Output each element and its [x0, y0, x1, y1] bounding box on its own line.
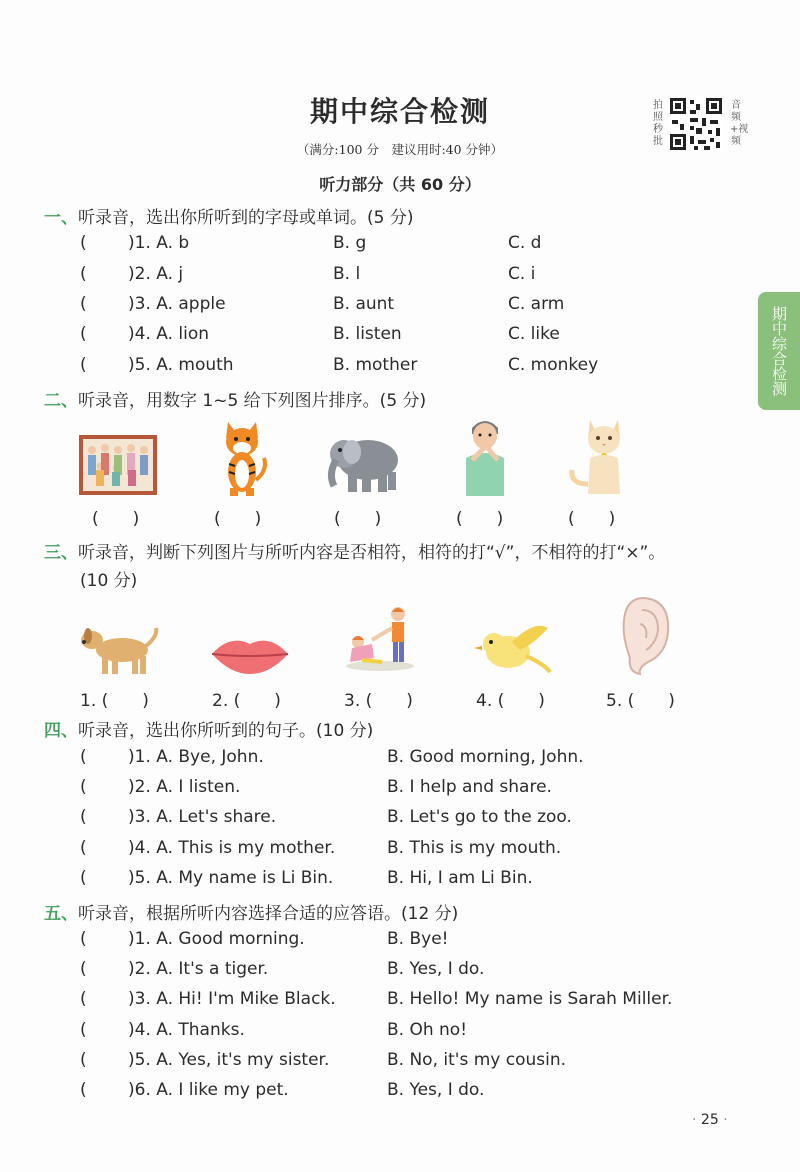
s3-answer-2[interactable]: 2. ( ): [212, 691, 281, 711]
option-a: )4. A. Thanks.: [128, 1020, 245, 1040]
option-b: B. This is my mouth.: [387, 838, 562, 858]
page-number-value: 25: [700, 1112, 719, 1128]
s3-answer-4[interactable]: 4. ( ): [476, 691, 545, 711]
option-a: )2. A. j: [128, 264, 184, 284]
bird-icon: [474, 620, 552, 676]
option-b: B. Good morning, John.: [387, 747, 584, 767]
option-a: )5. A. mouth: [128, 355, 234, 375]
option-c: C. monkey: [508, 355, 599, 375]
family-photo-icon: [78, 434, 158, 496]
section-4-number: 四、: [44, 721, 78, 741]
tiger-icon: [212, 414, 272, 498]
kids-helping-icon: [342, 604, 418, 672]
s2-answer-2[interactable]: ( ): [214, 509, 262, 529]
option-c: C. arm: [508, 294, 565, 314]
qr-block[interactable]: [652, 96, 749, 156]
section-1-text: 听录音，选出你所听到的字母或单词。(5 分): [78, 208, 414, 228]
option-a: )1. A. Bye, John.: [128, 747, 264, 767]
option-a: )3. A. Hi! I'm Mike Black.: [128, 989, 336, 1009]
option-b: B. Yes, I do.: [387, 959, 485, 979]
section-1-number: 一、: [44, 208, 78, 228]
option-a: )1. A. Good morning.: [128, 929, 305, 949]
section-3-number: 三、: [44, 543, 78, 563]
option-b: B. Oh no!: [387, 1020, 468, 1040]
s2-answer-5[interactable]: ( ): [568, 509, 616, 529]
answer-paren[interactable]: (: [80, 324, 87, 344]
section-3-score: (10 分): [80, 571, 138, 591]
section-5-number: 五、: [44, 904, 78, 924]
option-a: )1. A. b: [128, 233, 190, 253]
option-b: B. l: [333, 264, 361, 284]
section-1-title: [44, 203, 413, 228]
qr-code-icon[interactable]: [668, 96, 724, 152]
dot-left: ·: [692, 1112, 697, 1128]
option-a: )5. A. Yes, it's my sister.: [128, 1050, 330, 1070]
option-b: B. g: [333, 233, 367, 253]
answer-paren[interactable]: (: [80, 1020, 87, 1040]
s2-answer-3[interactable]: ( ): [334, 509, 382, 529]
answer-paren[interactable]: (: [80, 1080, 87, 1100]
answer-paren[interactable]: (: [80, 264, 87, 284]
man-icon: [458, 414, 512, 498]
section-4-title: [44, 716, 373, 741]
page-subtitle: （满分:100 分 建议用时:40 分钟）: [296, 142, 504, 157]
answer-paren[interactable]: (: [80, 233, 87, 253]
option-b: B. Hi, I am Li Bin.: [387, 868, 533, 888]
option-c: C. like: [508, 324, 560, 344]
dot-right: ·: [723, 1112, 728, 1128]
option-a: )3. A. Let's share.: [128, 807, 277, 827]
s3-answer-3[interactable]: 3. ( ): [344, 691, 413, 711]
answer-paren[interactable]: (: [80, 929, 87, 949]
part-title: 听力部分（共 60 分）: [319, 175, 481, 194]
answer-paren[interactable]: (: [80, 868, 87, 888]
answer-paren[interactable]: (: [80, 989, 87, 1009]
qr-right-label: 音频+视频: [730, 100, 749, 147]
option-a: )2. A. It's a tiger.: [128, 959, 269, 979]
section-5-text: 听录音，根据所听内容选择合适的应答语。(12 分): [78, 904, 459, 924]
option-a: )6. A. I like my pet.: [128, 1080, 289, 1100]
elephant-icon: [322, 428, 404, 496]
option-b: B. Yes, I do.: [387, 1080, 485, 1100]
ear-icon: [618, 596, 672, 676]
answer-paren[interactable]: (: [80, 747, 87, 767]
answer-paren[interactable]: (: [80, 1050, 87, 1070]
option-a: )5. A. My name is Li Bin.: [128, 868, 334, 888]
option-c: C. i: [508, 264, 536, 284]
option-b: B. Bye!: [387, 929, 449, 949]
s3-answer-5[interactable]: 5. ( ): [606, 691, 675, 711]
s3-answer-1[interactable]: 1. ( ): [80, 691, 149, 711]
lips-icon: [210, 632, 290, 676]
answer-paren[interactable]: (: [80, 807, 87, 827]
answer-paren[interactable]: (: [80, 959, 87, 979]
qr-left-label: 拍照秒批: [653, 100, 663, 147]
option-b: B. No, it's my cousin.: [387, 1050, 567, 1070]
answer-paren[interactable]: (: [80, 838, 87, 858]
option-b: B. aunt: [333, 294, 395, 314]
section-3-text: 听录音，判断下列图片与所听内容是否相符，相符的打“√”，不相符的打“×”。: [78, 543, 666, 563]
option-b: B. Hello! My name is Sarah Miller.: [387, 989, 673, 1009]
option-a: )3. A. apple: [128, 294, 226, 314]
section-3-title: [44, 538, 665, 563]
page-number: [692, 1112, 728, 1128]
s2-answer-4[interactable]: ( ): [456, 509, 504, 529]
section-4-text: 听录音，选出你所听到的句子。(10 分): [78, 721, 374, 741]
answer-paren[interactable]: (: [80, 355, 87, 375]
answer-paren[interactable]: (: [80, 294, 87, 314]
option-a: )4. A. This is my mother.: [128, 838, 336, 858]
option-a: )2. A. I listen.: [128, 777, 241, 797]
answer-paren[interactable]: (: [80, 777, 87, 797]
section-2-title: [44, 386, 426, 411]
side-tab[interactable]: 期中综合检测: [758, 292, 800, 410]
option-c: C. d: [508, 233, 542, 253]
s2-answer-1[interactable]: ( ): [92, 509, 140, 529]
option-b: B. I help and share.: [387, 777, 552, 797]
page-title: 期中综合检测: [309, 95, 490, 128]
option-b: B. Let's go to the zoo.: [387, 807, 572, 827]
section-2-number: 二、: [44, 391, 78, 411]
option-b: B. mother: [333, 355, 418, 375]
cat-icon: [566, 414, 634, 498]
section-5-title: [44, 899, 458, 924]
section-2-text: 听录音，用数字 1~5 给下列图片排序。(5 分): [78, 391, 427, 411]
dog-icon: [78, 622, 160, 678]
option-b: B. listen: [333, 324, 402, 344]
option-a: )4. A. lion: [128, 324, 210, 344]
